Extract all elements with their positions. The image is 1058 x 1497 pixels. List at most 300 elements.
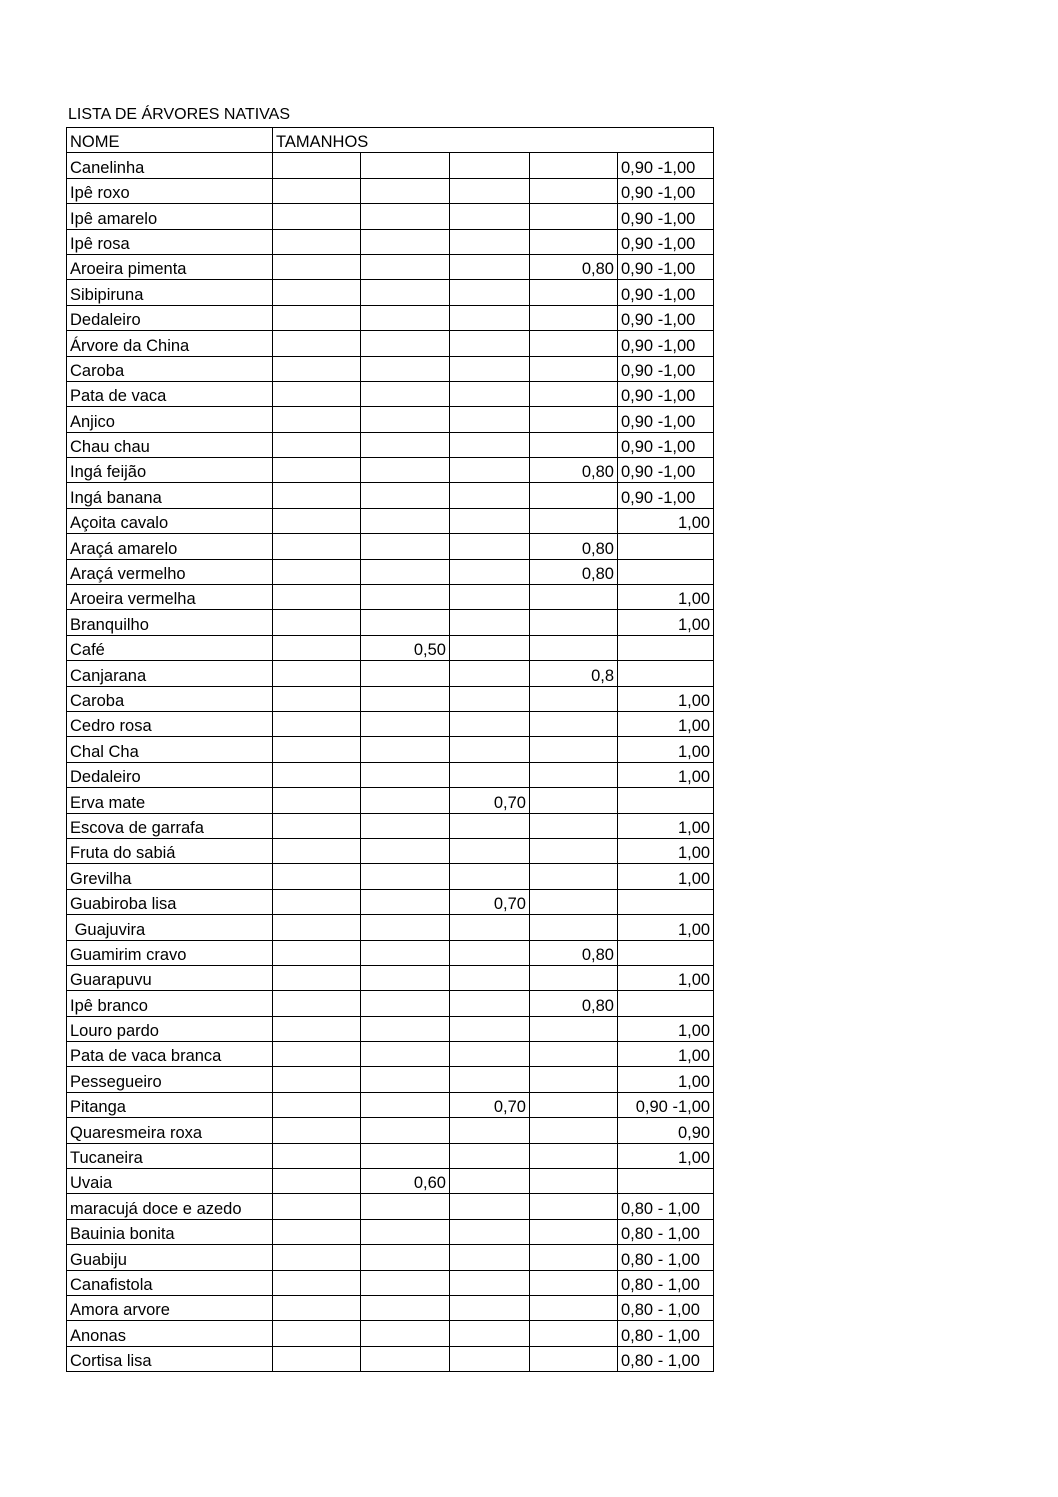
size-cell-4 xyxy=(530,864,618,889)
size-cell-5: 0,80 - 1,00 xyxy=(618,1321,714,1346)
size-cell-5: 0,80 - 1,00 xyxy=(618,1295,714,1320)
tree-name-cell: Cortisa lisa xyxy=(67,1346,273,1371)
size-cell-3 xyxy=(450,1143,530,1168)
size-cell-1 xyxy=(273,813,361,838)
size-cell-2 xyxy=(361,280,450,305)
size-cell-1 xyxy=(273,153,361,178)
table-row xyxy=(67,1067,714,1092)
size-cell-3 xyxy=(450,1270,530,1295)
size-cell-2 xyxy=(361,762,450,787)
size-cell-4 xyxy=(530,178,618,203)
size-cell-5: 1,00 xyxy=(618,610,714,635)
size-cell-4 xyxy=(530,1270,618,1295)
size-cell-1 xyxy=(273,1194,361,1219)
tree-name-cell: Café xyxy=(67,635,273,660)
size-cell-5: 1,00 xyxy=(618,508,714,533)
table-row xyxy=(67,915,714,940)
size-cell-1 xyxy=(273,1219,361,1244)
size-cell-2 xyxy=(361,889,450,914)
size-cell-3 xyxy=(450,331,530,356)
size-cell-4 xyxy=(530,407,618,432)
size-cell-4 xyxy=(530,1143,618,1168)
size-cell-4 xyxy=(530,483,618,508)
size-cell-3 xyxy=(450,991,530,1016)
tree-name-cell: Ipê amarelo xyxy=(67,204,273,229)
table-row xyxy=(67,635,714,660)
size-cell-4 xyxy=(530,1016,618,1041)
size-cell-1 xyxy=(273,1169,361,1194)
size-cell-1 xyxy=(273,1321,361,1346)
tree-name-cell: Guamirim cravo xyxy=(67,940,273,965)
tree-name-cell: Guabiroba lisa xyxy=(67,889,273,914)
size-cell-4 xyxy=(530,508,618,533)
size-cell-1 xyxy=(273,1270,361,1295)
tree-name-cell: Caroba xyxy=(67,356,273,381)
tree-name-cell: Guabiju xyxy=(67,1245,273,1270)
table-row xyxy=(67,1295,714,1320)
size-cell-5 xyxy=(618,661,714,686)
size-cell-3 xyxy=(450,381,530,406)
size-cell-3 xyxy=(450,965,530,990)
size-cell-1 xyxy=(273,458,361,483)
size-cell-5 xyxy=(618,788,714,813)
tree-name-cell: Guarapuvu xyxy=(67,965,273,990)
size-cell-1 xyxy=(273,254,361,279)
size-cell-5: 1,00 xyxy=(618,1016,714,1041)
size-cell-4 xyxy=(530,686,618,711)
size-cell-5: 0,90 -1,00 xyxy=(618,280,714,305)
size-cell-2 xyxy=(361,1067,450,1092)
size-cell-1 xyxy=(273,1346,361,1371)
size-cell-3 xyxy=(450,1118,530,1143)
size-cell-1 xyxy=(273,1042,361,1067)
size-cell-4 xyxy=(530,813,618,838)
size-cell-2 xyxy=(361,737,450,762)
size-cell-1 xyxy=(273,585,361,610)
size-cell-2 xyxy=(361,610,450,635)
size-cell-3 xyxy=(450,585,530,610)
size-cell-1 xyxy=(273,178,361,203)
size-cell-2 xyxy=(361,864,450,889)
size-cell-1 xyxy=(273,229,361,254)
tree-name-cell: Branquilho xyxy=(67,610,273,635)
size-cell-5: 1,00 xyxy=(618,915,714,940)
tree-name-cell: Anjico xyxy=(67,407,273,432)
tree-name-cell: Quaresmeira roxa xyxy=(67,1118,273,1143)
table-row xyxy=(67,965,714,990)
tree-name-cell: Aroeira vermelha xyxy=(67,585,273,610)
size-cell-2 xyxy=(361,458,450,483)
size-cell-2 xyxy=(361,508,450,533)
table-row xyxy=(67,407,714,432)
size-cell-4 xyxy=(530,356,618,381)
tree-name-cell: Amora arvore xyxy=(67,1295,273,1320)
tree-name-cell: Escova de garrafa xyxy=(67,813,273,838)
size-cell-2 xyxy=(361,1295,450,1320)
size-cell-4 xyxy=(530,915,618,940)
size-cell-5: 0,90 -1,00 xyxy=(618,356,714,381)
size-cell-3 xyxy=(450,153,530,178)
size-cell-1 xyxy=(273,737,361,762)
size-cell-3 xyxy=(450,635,530,660)
size-cell-2 xyxy=(361,711,450,736)
size-cell-3 xyxy=(450,280,530,305)
table-row xyxy=(67,737,714,762)
size-cell-2 xyxy=(361,788,450,813)
size-cell-2 xyxy=(361,1194,450,1219)
size-cell-2 xyxy=(361,1321,450,1346)
size-cell-1 xyxy=(273,534,361,559)
size-cell-1 xyxy=(273,889,361,914)
size-cell-5: 0,80 - 1,00 xyxy=(618,1194,714,1219)
size-cell-4 xyxy=(530,331,618,356)
table-row xyxy=(67,661,714,686)
tree-name-cell: Grevilha xyxy=(67,864,273,889)
tree-name-cell: Ipê branco xyxy=(67,991,273,1016)
size-cell-5: 0,90 -1,00 xyxy=(618,229,714,254)
size-cell-3 xyxy=(450,178,530,203)
table-row xyxy=(67,889,714,914)
size-cell-5: 0,90 -1,00 xyxy=(618,153,714,178)
size-cell-1 xyxy=(273,940,361,965)
tree-name-cell: Ingá feijão xyxy=(67,458,273,483)
size-cell-1 xyxy=(273,407,361,432)
size-cell-2 xyxy=(361,1346,450,1371)
table-row xyxy=(67,1092,714,1117)
size-cell-1 xyxy=(273,559,361,584)
table-row xyxy=(67,1346,714,1371)
size-cell-2 xyxy=(361,915,450,940)
tree-name-cell: Tucaneira xyxy=(67,1143,273,1168)
size-cell-3 xyxy=(450,229,530,254)
size-cell-3 xyxy=(450,813,530,838)
size-cell-2 xyxy=(361,686,450,711)
size-cell-1 xyxy=(273,356,361,381)
tree-name-cell: Ipê rosa xyxy=(67,229,273,254)
table-row xyxy=(67,1219,714,1244)
tree-name-cell: Árvore da China xyxy=(67,331,273,356)
table-row xyxy=(67,356,714,381)
size-cell-3 xyxy=(450,1042,530,1067)
size-cell-1 xyxy=(273,762,361,787)
tree-name-cell: Canjarana xyxy=(67,661,273,686)
size-cell-1 xyxy=(273,711,361,736)
size-cell-5: 1,00 xyxy=(618,737,714,762)
header-name: NOME xyxy=(67,128,273,153)
size-cell-4 xyxy=(530,889,618,914)
table-row xyxy=(67,1245,714,1270)
table-row xyxy=(67,762,714,787)
size-cell-4 xyxy=(530,965,618,990)
size-cell-1 xyxy=(273,331,361,356)
size-cell-3 xyxy=(450,1219,530,1244)
size-cell-3 xyxy=(450,1245,530,1270)
tree-name-cell: Pessegueiro xyxy=(67,1067,273,1092)
size-cell-2 xyxy=(361,1042,450,1067)
size-cell-3 xyxy=(450,1295,530,1320)
table-row xyxy=(67,534,714,559)
table-row xyxy=(67,610,714,635)
size-cell-2 xyxy=(361,1219,450,1244)
size-cell-2 xyxy=(361,381,450,406)
size-cell-2 xyxy=(361,1245,450,1270)
size-cell-1 xyxy=(273,204,361,229)
size-cell-5: 0,90 -1,00 xyxy=(618,381,714,406)
size-cell-4 xyxy=(530,381,618,406)
size-cell-1 xyxy=(273,432,361,457)
size-cell-1 xyxy=(273,305,361,330)
size-cell-4 xyxy=(530,305,618,330)
size-cell-5: 1,00 xyxy=(618,813,714,838)
size-cell-2 xyxy=(361,1092,450,1117)
size-cell-5: 0,90 -1,00 xyxy=(618,178,714,203)
size-cell-3 xyxy=(450,915,530,940)
size-cell-2 xyxy=(361,1016,450,1041)
size-cell-5: 1,00 xyxy=(618,762,714,787)
size-cell-4 xyxy=(530,280,618,305)
size-cell-3 xyxy=(450,458,530,483)
size-cell-3 xyxy=(450,1194,530,1219)
size-cell-5: 1,00 xyxy=(618,585,714,610)
size-cell-2: 0,60 xyxy=(361,1169,450,1194)
size-cell-5 xyxy=(618,534,714,559)
tree-name-cell: Caroba xyxy=(67,686,273,711)
tree-name-cell: Fruta do sabiá xyxy=(67,838,273,863)
size-cell-5: 1,00 xyxy=(618,711,714,736)
size-cell-3 xyxy=(450,737,530,762)
table-row xyxy=(67,483,714,508)
tree-name-cell: Uvaia xyxy=(67,1169,273,1194)
size-cell-4 xyxy=(530,762,618,787)
size-cell-1 xyxy=(273,508,361,533)
size-cell-2 xyxy=(361,356,450,381)
table-row xyxy=(67,1270,714,1295)
tree-name-cell: Anonas xyxy=(67,1321,273,1346)
size-cell-5: 0,80 - 1,00 xyxy=(618,1346,714,1371)
table-row xyxy=(67,813,714,838)
size-cell-3 xyxy=(450,1321,530,1346)
size-cell-2 xyxy=(361,305,450,330)
size-cell-1 xyxy=(273,788,361,813)
size-cell-3 xyxy=(450,204,530,229)
size-cell-5: 1,00 xyxy=(618,1042,714,1067)
size-cell-3: 0,70 xyxy=(450,788,530,813)
page-title: LISTA DE ÁRVORES NATIVAS xyxy=(68,106,290,123)
size-cell-3: 0,70 xyxy=(450,889,530,914)
size-cell-4 xyxy=(530,1245,618,1270)
size-cell-5: 1,00 xyxy=(618,1067,714,1092)
size-cell-2 xyxy=(361,534,450,559)
table-row xyxy=(67,711,714,736)
size-cell-3 xyxy=(450,1016,530,1041)
size-cell-4 xyxy=(530,1321,618,1346)
tree-name-cell: Louro pardo xyxy=(67,1016,273,1041)
size-cell-4: 0,80 xyxy=(530,940,618,965)
size-cell-2 xyxy=(361,585,450,610)
table-row xyxy=(67,458,714,483)
size-cell-1 xyxy=(273,1245,361,1270)
tree-name-cell: Ingá banana xyxy=(67,483,273,508)
tree-name-cell: Aroeira pimenta xyxy=(67,254,273,279)
size-cell-2 xyxy=(361,407,450,432)
size-cell-3 xyxy=(450,1067,530,1092)
size-cell-4 xyxy=(530,1169,618,1194)
size-cell-1 xyxy=(273,1143,361,1168)
tree-name-cell: Cedro rosa xyxy=(67,711,273,736)
table-row xyxy=(67,788,714,813)
table-row xyxy=(67,940,714,965)
size-cell-4 xyxy=(530,711,618,736)
size-cell-2 xyxy=(361,1270,450,1295)
size-cell-5: 1,00 xyxy=(618,864,714,889)
table-row xyxy=(67,331,714,356)
size-cell-3 xyxy=(450,1346,530,1371)
size-cell-5: 0,90 -1,00 xyxy=(618,458,714,483)
tree-name-cell: Araçá amarelo xyxy=(67,534,273,559)
size-cell-4 xyxy=(530,1067,618,1092)
size-cell-3 xyxy=(450,610,530,635)
size-cell-5: 0,90 -1,00 xyxy=(618,432,714,457)
tree-name-cell: Guajuvira xyxy=(67,915,273,940)
size-cell-3: 0,70 xyxy=(450,1092,530,1117)
size-cell-5 xyxy=(618,635,714,660)
size-cell-5: 0,90 -1,00 xyxy=(618,204,714,229)
size-cell-4 xyxy=(530,432,618,457)
size-cell-2 xyxy=(361,838,450,863)
size-cell-1 xyxy=(273,1092,361,1117)
size-cell-3 xyxy=(450,711,530,736)
size-cell-2 xyxy=(361,661,450,686)
size-cell-3 xyxy=(450,356,530,381)
table-row xyxy=(67,229,714,254)
size-cell-5 xyxy=(618,889,714,914)
size-cell-2 xyxy=(361,254,450,279)
size-cell-5: 1,00 xyxy=(618,686,714,711)
table-row xyxy=(67,1042,714,1067)
table-row xyxy=(67,204,714,229)
tree-name-cell: maracujá doce e azedo xyxy=(67,1194,273,1219)
size-cell-3 xyxy=(450,762,530,787)
tree-name-cell: Ipê roxo xyxy=(67,178,273,203)
size-cell-1 xyxy=(273,483,361,508)
size-cell-3 xyxy=(450,940,530,965)
size-cell-4: 0,8 xyxy=(530,661,618,686)
size-cell-5: 0,90 -1,00 xyxy=(618,407,714,432)
size-cell-3 xyxy=(450,559,530,584)
size-cell-1 xyxy=(273,1016,361,1041)
size-cell-4 xyxy=(530,788,618,813)
size-cell-4 xyxy=(530,1295,618,1320)
header-sizes: TAMANHOS xyxy=(273,128,714,153)
table-row xyxy=(67,864,714,889)
table-row xyxy=(67,280,714,305)
size-cell-3 xyxy=(450,534,530,559)
size-cell-2 xyxy=(361,559,450,584)
size-cell-2 xyxy=(361,965,450,990)
table-row xyxy=(67,1143,714,1168)
table-row xyxy=(67,991,714,1016)
size-cell-3 xyxy=(450,254,530,279)
tree-name-cell: Sibipiruna xyxy=(67,280,273,305)
size-cell-4: 0,80 xyxy=(530,534,618,559)
size-cell-2 xyxy=(361,483,450,508)
tree-name-cell: Bauinia bonita xyxy=(67,1219,273,1244)
size-cell-4: 0,80 xyxy=(530,254,618,279)
size-cell-4 xyxy=(530,1346,618,1371)
tree-name-cell: Açoita cavalo xyxy=(67,508,273,533)
size-cell-4 xyxy=(530,635,618,660)
size-cell-1 xyxy=(273,610,361,635)
size-cell-2 xyxy=(361,229,450,254)
size-cell-5: 0,80 - 1,00 xyxy=(618,1270,714,1295)
size-cell-5: 0,90 -1,00 xyxy=(618,331,714,356)
size-cell-4 xyxy=(530,1092,618,1117)
size-cell-4 xyxy=(530,1042,618,1067)
table-row xyxy=(67,1169,714,1194)
tree-name-cell: Pata de vaca branca xyxy=(67,1042,273,1067)
size-cell-4 xyxy=(530,204,618,229)
size-cell-1 xyxy=(273,635,361,660)
table-row xyxy=(67,838,714,863)
size-cell-1 xyxy=(273,280,361,305)
size-cell-5: 1,00 xyxy=(618,838,714,863)
table-header-row xyxy=(67,128,714,153)
table-row xyxy=(67,305,714,330)
table-row xyxy=(67,1016,714,1041)
tree-name-cell: Dedaleiro xyxy=(67,305,273,330)
size-cell-1 xyxy=(273,381,361,406)
table-row xyxy=(67,381,714,406)
size-cell-5: 0,90 xyxy=(618,1118,714,1143)
size-cell-2 xyxy=(361,153,450,178)
size-cell-2 xyxy=(361,1143,450,1168)
tree-name-cell: Canafistola xyxy=(67,1270,273,1295)
size-cell-5 xyxy=(618,940,714,965)
table-row xyxy=(67,1118,714,1143)
size-cell-4 xyxy=(530,229,618,254)
size-cell-2 xyxy=(361,432,450,457)
size-cell-2 xyxy=(361,1118,450,1143)
size-cell-1 xyxy=(273,838,361,863)
size-cell-5 xyxy=(618,1169,714,1194)
tree-name-cell: Chau chau xyxy=(67,432,273,457)
table-row xyxy=(67,1321,714,1346)
tree-name-cell: Erva mate xyxy=(67,788,273,813)
size-cell-3 xyxy=(450,838,530,863)
size-cell-2 xyxy=(361,940,450,965)
size-cell-1 xyxy=(273,661,361,686)
size-cell-4 xyxy=(530,153,618,178)
size-cell-2 xyxy=(361,204,450,229)
size-cell-5: 0,80 - 1,00 xyxy=(618,1245,714,1270)
size-cell-4 xyxy=(530,585,618,610)
table-row xyxy=(67,508,714,533)
table-row xyxy=(67,686,714,711)
size-cell-2 xyxy=(361,331,450,356)
table-row xyxy=(67,254,714,279)
size-cell-5: 0,90 -1,00 xyxy=(618,254,714,279)
size-cell-2 xyxy=(361,178,450,203)
size-cell-3 xyxy=(450,661,530,686)
size-cell-3 xyxy=(450,483,530,508)
size-cell-1 xyxy=(273,915,361,940)
size-cell-5: 0,80 - 1,00 xyxy=(618,1219,714,1244)
size-cell-1 xyxy=(273,864,361,889)
size-cell-5 xyxy=(618,991,714,1016)
size-cell-1 xyxy=(273,1295,361,1320)
size-cell-3 xyxy=(450,686,530,711)
size-cell-4: 0,80 xyxy=(530,559,618,584)
